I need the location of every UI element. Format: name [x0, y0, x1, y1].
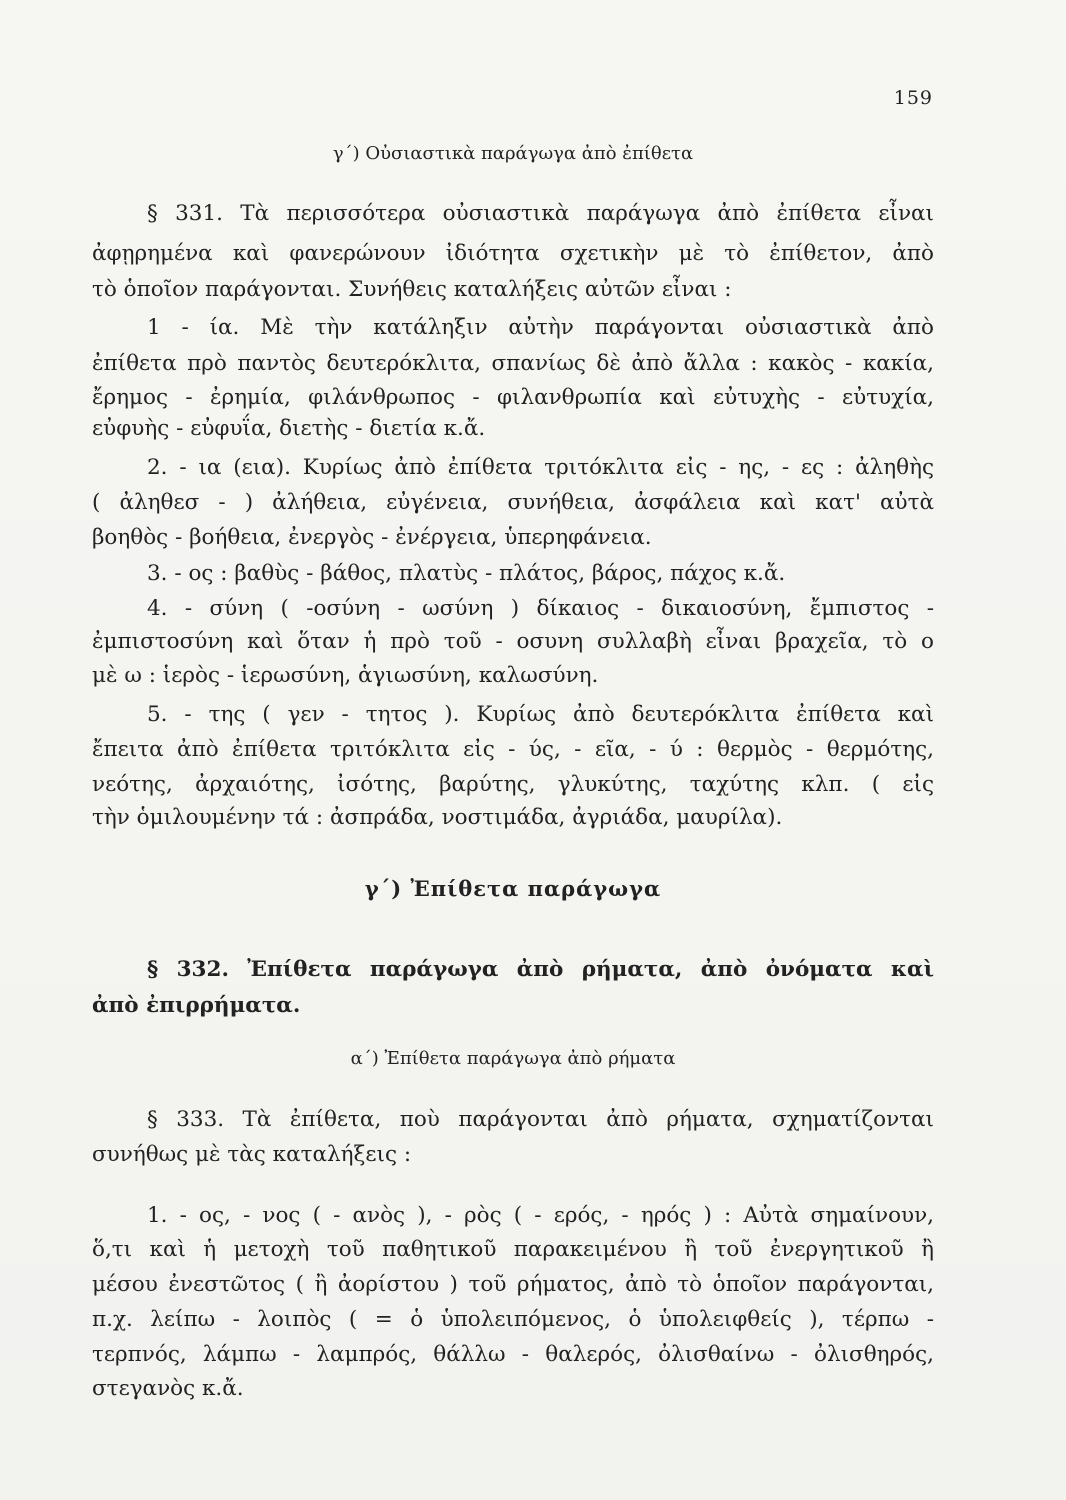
item-333-1-line: στεγανὸς κ.ἄ.	[92, 1376, 244, 1401]
item-5-line: τὴν ὁμιλουμένην τά : ἀσπράδα, νοστιμάδα, ἀγριάδα, μαυρίλα).	[92, 805, 783, 830]
item-2-line: ( ἀληθεσ - ) ἀλήθεια, εὐγένεια, συνήθεια, ἀσφάλεια καὶ κατ' αὐτὰ	[92, 490, 934, 515]
paragraph-331-line: τὸ ὁποῖον παράγονται. Συνήθεις καταλήξεις αὐτῶν εἶναι :	[92, 277, 732, 302]
item-1-line: ἔρημος - ἐρημία, φιλάνθρωπος - φιλανθρωπία καὶ εὐτυχὴς - εὐτυχία,	[92, 385, 934, 410]
paragraph-333-line: § 333. Τὰ ἐπίθετα, ποὺ παράγονται ἀπὸ ρήματα, σχηματίζονται	[147, 1107, 934, 1132]
subheading-adjectives-from-verbs: α΄) Ἐπίθετα παράγωγα ἀπὸ ρήματα	[350, 1048, 676, 1069]
section-heading-derived-adjectives: γ΄) Ἐπίθετα παράγωγα	[364, 876, 662, 901]
item-333-1-line: μέσου ἐνεστῶτος ( ἢ ἀορίστου ) τοῦ ρήματος, ἀπὸ τὸ ὁποῖον παράγονται,	[92, 1272, 934, 1297]
item-1-line: ἐπίθετα πρὸ παντὸς δευτερόκλιτα, σπανίως δὲ ἀπὸ ἄλλα : κακὸς - κακία,	[92, 351, 934, 376]
item-333-1-line: π.χ. λείπω - λοιπὸς ( = ὁ ὑπολειπόμενος, ὁ ὑπολειφθείς ), τέρπω -	[92, 1307, 934, 1332]
item-4-line: μὲ ω : ἱερὸς - ἱερωσύνη, ἁγιωσύνη, καλωσύνη.	[92, 663, 599, 688]
item-2-line: 2. - ια (εια). Κυρίως ἀπὸ ἐπίθετα τριτόκλιτα εἰς - ης, - ες : ἀληθὴς	[147, 455, 934, 480]
paragraph-332-heading: ἀπὸ ἐπιρρήματα.	[92, 993, 301, 1018]
item-4-line: ἐμπιστοσύνη καὶ ὅταν ἡ πρὸ τοῦ - οσυνη συλλαβὴ εἶναι βραχεῖα, τὸ ο	[92, 629, 934, 654]
item-1-line: εὐφυὴς - εὐφυΐα, διετὴς - διετία κ.ἄ.	[92, 416, 486, 441]
item-333-1-line: τερπνός, λάμπω - λαμπρός, θάλλω - θαλερός, ὀλισθαίνω - ὀλισθηρός,	[92, 1342, 934, 1367]
item-333-1-line: ὅ,τι καὶ ἡ μετοχὴ τοῦ παθητικοῦ παρακειμένου ἢ τοῦ ἐνεργητικοῦ ἢ	[92, 1237, 934, 1262]
item-1-line: 1 - ία. Μὲ τὴν κατάληξιν αὐτὴν παράγονται οὐσιαστικὰ ἀπὸ	[147, 315, 934, 340]
subheading-nouns-from-adjectives: γ΄) Οὐσιαστικὰ παράγωγα ἀπὸ ἐπίθετα	[332, 143, 694, 164]
item-5-line: νεότης, ἀρχαιότης, ἰσότης, βαρύτης, γλυκύτης, ταχύτης κλπ. ( εἰς	[92, 772, 934, 797]
paragraph-332-heading: § 332. Ἐπίθετα παράγωγα ἀπὸ ρήματα, ἀπὸ ὀνόματα καὶ	[147, 957, 934, 982]
paragraph-331-line: ἀφῃρημένα καὶ φανερώνουν ἰδιότητα σχετικὴν μὲ τὸ ἐπίθετον, ἀπὸ	[92, 241, 934, 266]
item-333-1-line: 1. - ος, - νος ( - ανὸς ), - ρὸς ( - ερός, - ηρός ) : Αὐτὰ σημαίνουν,	[147, 1203, 934, 1228]
item-3-line: 3. - ος : βαθὺς - βάθος, πλατὺς - πλάτος, βάρος, πάχος κ.ἄ.	[147, 561, 786, 586]
paragraph-333-line: συνήθως μὲ τὰς καταλήξεις :	[92, 1142, 412, 1167]
item-5-line: ἔπειτα ἀπὸ ἐπίθετα τριτόκλιτα εἰς - ύς, - εῖα, - ύ : θερμὸς - θερμότης,	[92, 737, 934, 762]
item-4-line: 4. - σύνη ( -οσύνη - ωσύνη ) δίκαιος - δικαιοσύνη, ἔμπιστος -	[147, 596, 934, 621]
paragraph-331-line: § 331. Τὰ περισσότερα οὐσιαστικὰ παράγωγα ἀπὸ ἐπίθετα εἶναι	[147, 201, 934, 226]
item-5-line: 5. - της ( γεν - τητος ). Κυρίως ἀπὸ δευτερόκλιτα ἐπίθετα καὶ	[147, 702, 934, 727]
item-2-line: βοηθὸς - βοήθεια, ἐνεργὸς - ἐνέργεια, ὑπερηφάνεια.	[92, 525, 652, 550]
page-number: 159	[893, 87, 933, 109]
